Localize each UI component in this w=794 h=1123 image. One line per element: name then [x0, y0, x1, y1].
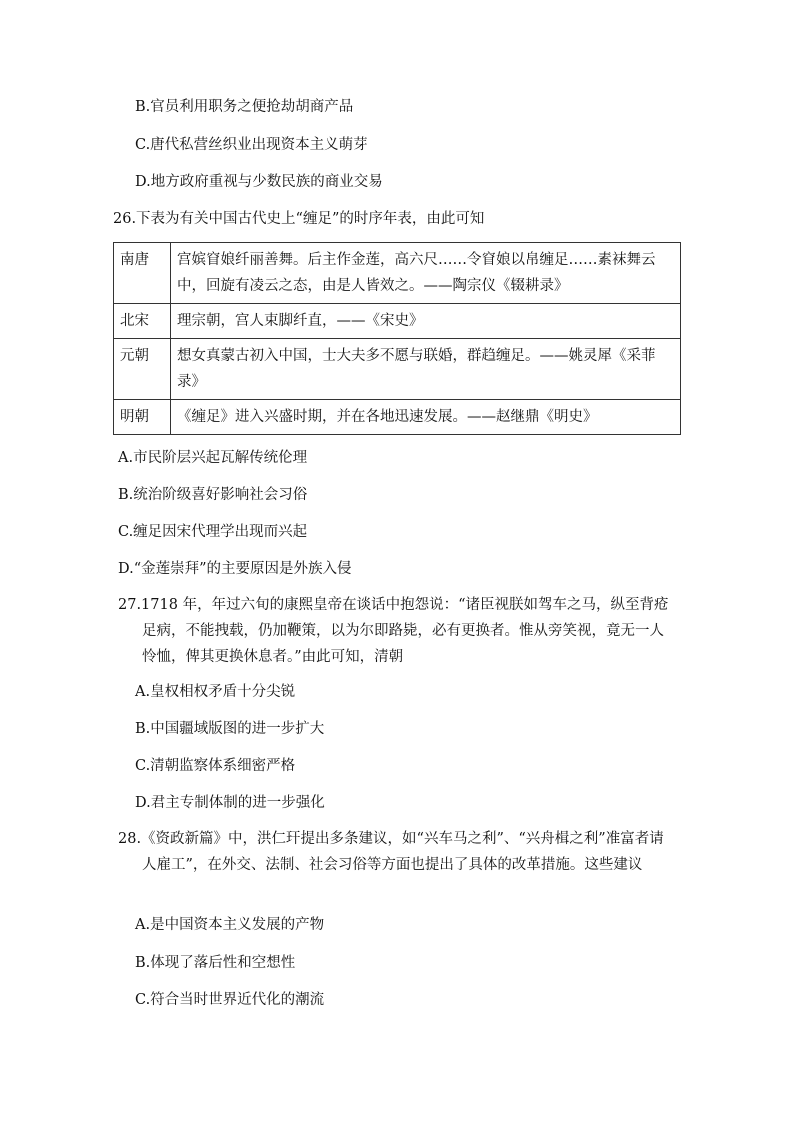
q26-option-d: D.“金莲崇拜”的主要原因是外族入侵 — [118, 561, 352, 577]
era-cell: 北宋 — [114, 304, 171, 339]
era-cell: 南唐 — [114, 243, 171, 304]
table-row — [114, 339, 681, 400]
q27-stem-text: 27.1718 年，年过六旬的康熙皇帝在谈话中抱怨说：“诸臣视朕如驾车之马，纵至背疮足病，不能拽载，仍加鞭策，以为尔即路毙，必有更换者。惟从旁笑视，竟无一人怜恤，俾其更换休息者。”由此可知，清朝 — [118, 597, 669, 665]
q26-timeline-table — [113, 242, 681, 435]
q25-option-d: D.地方政府重视与少数民族的商业交易 — [135, 174, 383, 190]
era-cell: 元朝 — [114, 339, 171, 400]
q26-option-b: B.统治阶级喜好影响社会习俗 — [118, 487, 308, 503]
era-text-cell: 想女真蒙古初入中国，士大夫多不愿与联婚，群趋缠足。——姚灵犀《采菲录》 — [171, 339, 681, 400]
q27-option-a: A.皇权相权矛盾十分尖锐 — [135, 684, 296, 700]
q28-option-a: A.是中国资本主义发展的产物 — [135, 917, 325, 933]
q27-option-b: B.中国疆域版图的进一步扩大 — [135, 721, 325, 737]
era-text-cell: 宫嫔窅娘纤丽善舞。后主作金莲，高六尺……令窅娘以帛缠足……素袜舞云中，回旋有凌云之态，由是人皆效之。——陶宗仪《辍耕录》 — [171, 243, 681, 304]
q26-option-a: A.市民阶层兴起瓦解传统伦理 — [118, 450, 308, 466]
q25-option-c: C.唐代私营丝织业出现资本主义萌芽 — [135, 137, 368, 153]
q27-option-d: D.君主专制体制的进一步强化 — [135, 795, 325, 811]
table-row — [114, 400, 681, 435]
q28-stem-text: 28.《资政新篇》中，洪仁玕提出多条建议，如“兴车马之利”、“兴舟楫之利”准富者请人雇工”，在外交、法制、社会习俗等方面也提出了具体的改革措施。这些建议 — [118, 831, 664, 873]
q28-option-c: C.符合当时世界近代化的潮流 — [135, 992, 325, 1008]
era-text-cell: 理宗朝，宫人束脚纤直，——《宋史》 — [171, 304, 681, 339]
q26-stem: 26.下表为有关中国古代史上“缠足”的时序年表，由此可知 — [113, 211, 485, 227]
q27-option-c: C.清朝监察体系细密严格 — [135, 758, 296, 774]
q28-option-b: B.体现了落后性和空想性 — [135, 955, 296, 971]
era-cell: 明朝 — [114, 400, 171, 435]
era-text-cell: 《缠足》进入兴盛时期，并在各地迅速发展。——赵继鼎《明史》 — [171, 400, 681, 435]
q27-stem — [118, 592, 678, 670]
q28-stem — [118, 826, 678, 878]
table-row — [114, 304, 681, 339]
table-row — [114, 243, 681, 304]
q26-option-c: C.缠足因宋代理学出现而兴起 — [118, 524, 308, 540]
q25-option-b: B.官员利用职务之便抢劫胡商产品 — [135, 99, 354, 115]
